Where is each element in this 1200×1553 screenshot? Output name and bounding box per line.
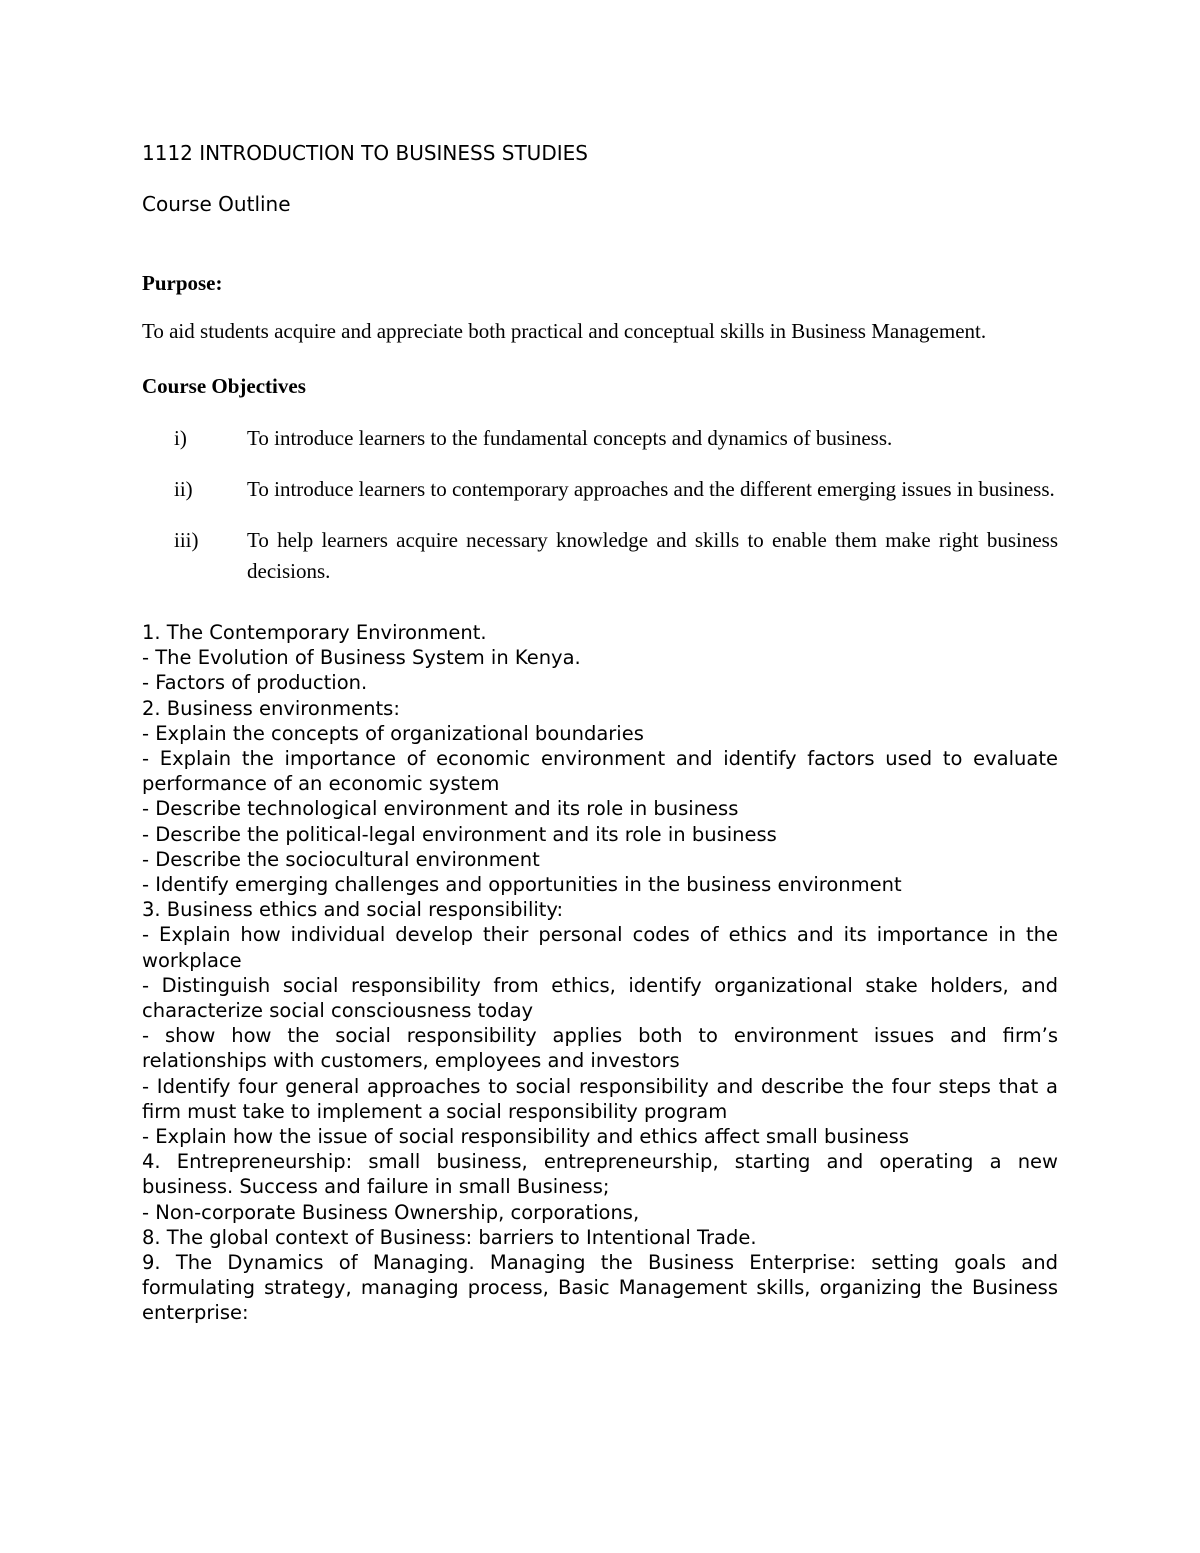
objective-text: To introduce learners to the fundamental concepts and dynamics of business.	[247, 426, 893, 450]
outline-line: - Identify four general approaches to social responsibility and describe the four steps that a firm must take to implement a social responsibility program	[142, 1074, 1058, 1123]
outline-line: 8. The global context of Business: barriers to Intentional Trade.	[142, 1225, 757, 1249]
document-content	[142, 140, 1058, 1326]
objectives-heading: Course Objectives	[142, 374, 306, 398]
outline-line: - The Evolution of Business System in Kenya.	[142, 646, 581, 670]
outline-line: - Describe the sociocultural environment	[142, 847, 540, 871]
objective-text: To help learners acquire necessary knowledge and skills to enable them make right business decisions.	[247, 528, 1058, 583]
objective-number: ii)	[174, 477, 193, 501]
objective-number: iii)	[174, 528, 199, 552]
outline-line: - Factors of production.	[142, 671, 368, 695]
outline-line: 9. The Dynamics of Managing. Managing the Business Enterprise: setting goals and formulating strategy, managing process, Basic Management skills, organizing the Business enterprise:	[142, 1251, 1058, 1325]
course-outline-body	[142, 620, 1058, 1326]
objective-item	[142, 474, 1058, 505]
outline-line: - Explain how individual develop their personal codes of ethics and its importance in the workplace	[142, 923, 1058, 972]
outline-line: - Identify emerging challenges and opportunities in the business environment	[142, 873, 902, 897]
objective-number: i)	[174, 426, 187, 450]
outline-line: 3. Business ethics and social responsibility:	[142, 898, 564, 922]
objective-item	[142, 525, 1058, 587]
outline-line: - Describe technological environment and its role in business	[142, 797, 739, 821]
outline-line: - Explain the concepts of organizational boundaries	[142, 721, 644, 745]
outline-line: 1. The Contemporary Environment.	[142, 621, 487, 644]
outline-line: 2. Business environments:	[142, 696, 400, 720]
outline-line: - Explain the importance of economic environment and identify factors used to evaluate performance of an economic system	[142, 747, 1058, 796]
outline-line: - show how the social responsibility applies both to environment issues and firm’s relationships with customers, employees and investors	[142, 1024, 1058, 1073]
outline-line: - Explain how the issue of social responsibility and ethics affect small business	[142, 1125, 909, 1149]
purpose-heading: Purpose:	[142, 271, 223, 295]
objectives-list	[142, 423, 1058, 587]
course-outline-subtitle: Course Outline	[142, 192, 291, 216]
course-title: 1112 INTRODUCTION TO BUSINESS STUDIES	[142, 141, 588, 165]
objective-item	[142, 423, 1058, 454]
objective-text: To introduce learners to contemporary approaches and the different emerging issues in business.	[247, 477, 1055, 501]
outline-line: - Describe the political-legal environment and its role in business	[142, 822, 777, 846]
outline-line: 4. Entrepreneurship: small business, entrepreneurship, starting and operating a new business. Success and failure in small Business;	[142, 1150, 1058, 1199]
purpose-text: To aid students acquire and appreciate both practical and conceptual skills in Business Management.	[142, 319, 987, 343]
outline-line: - Non-corporate Business Ownership, corporations,	[142, 1200, 640, 1224]
outline-line: - Distinguish social responsibility from ethics, identify organizational stake holders, and characterize social consciousness today	[142, 973, 1058, 1023]
